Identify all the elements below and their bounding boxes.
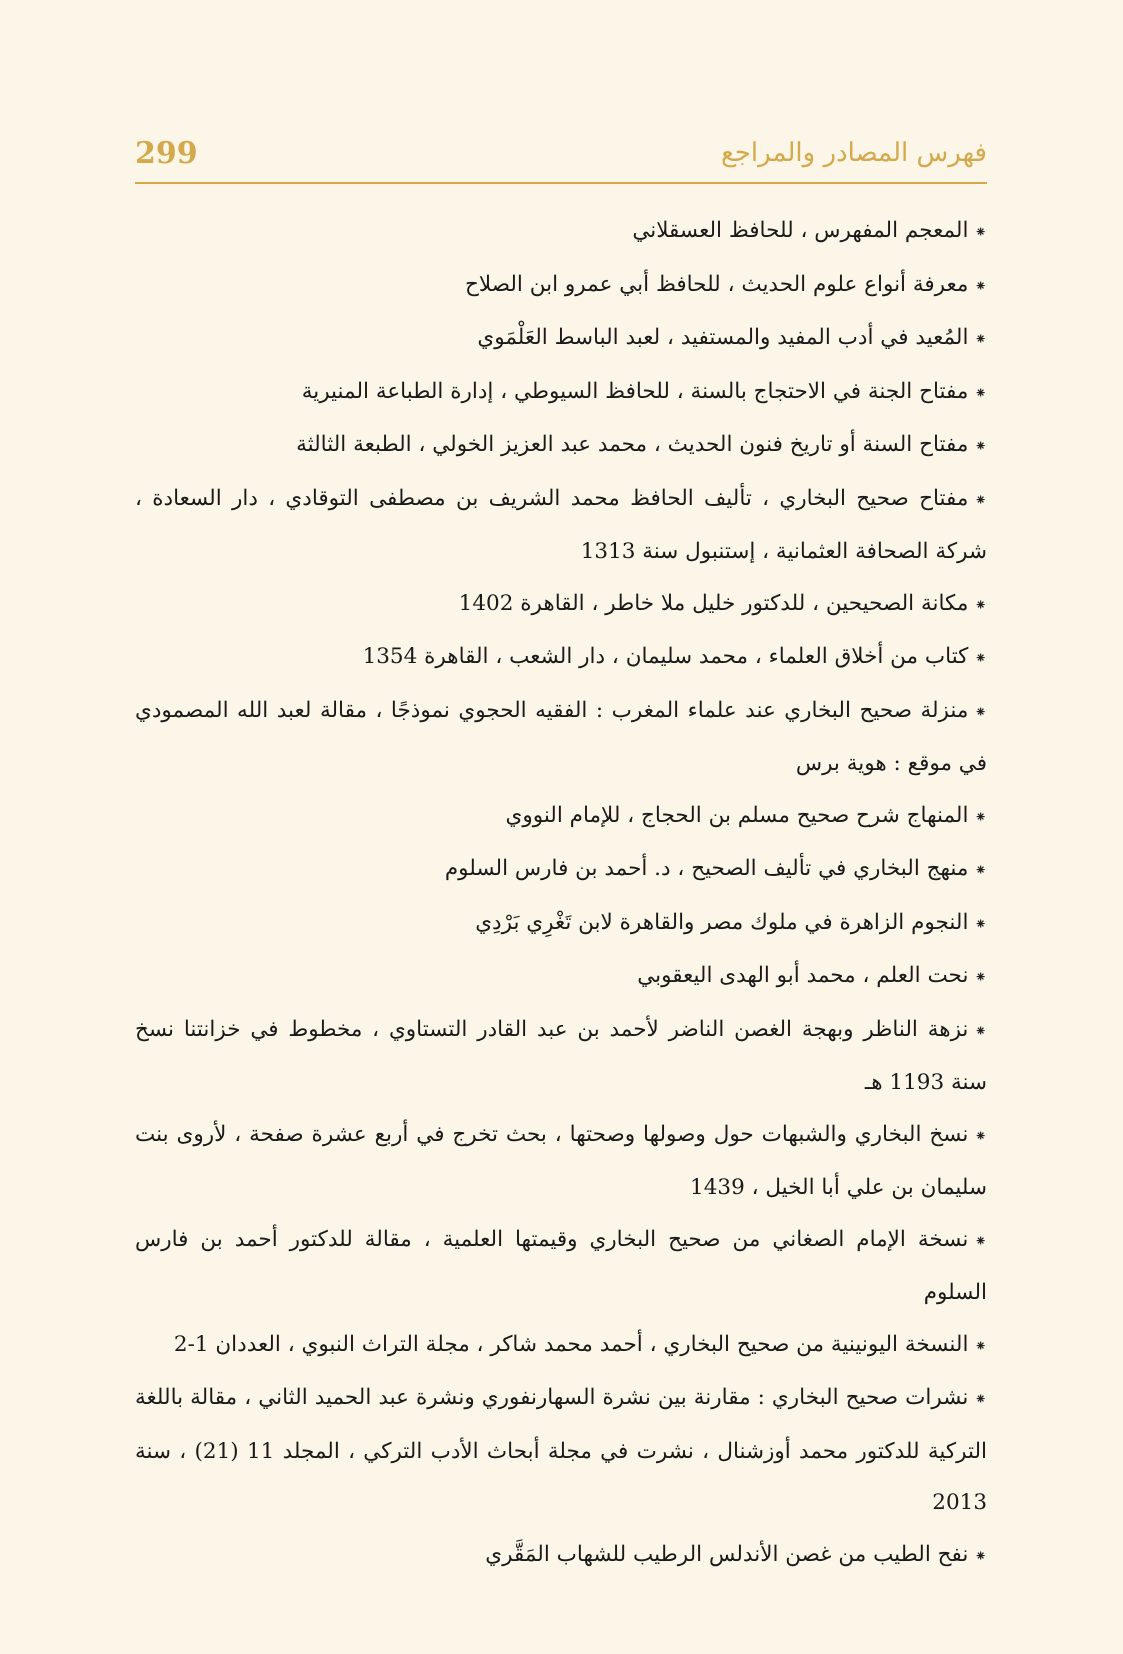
bullet-icon: ⁕ [974, 1231, 987, 1250]
bullet-icon: ⁕ [974, 914, 987, 933]
bullet-icon: ⁕ [974, 1546, 987, 1565]
entry-text: النجوم الزاهرة في ملوك مصر والقاهرة لابن تَغْرِي بَرْدِي [475, 909, 969, 935]
bullet-icon: ⁕ [974, 1336, 987, 1355]
entry-text: نفح الطيب من غصن الأندلس الرطيب للشهاب المَقَّري [485, 1541, 969, 1567]
bullet-icon: ⁕ [974, 1126, 987, 1145]
bibliography-entry [135, 843, 987, 897]
bullet-icon: ⁕ [974, 276, 987, 295]
bullet-icon: ⁕ [974, 807, 987, 826]
bibliography-entry [135, 366, 987, 420]
entry-text: مكانة الصحيحين ، للدكتور خليل ملا خاطر ، القاهرة 1402 [458, 590, 969, 616]
bibliography-entry [135, 1004, 987, 1109]
bullet-icon: ⁕ [974, 702, 987, 721]
bibliography-entry [135, 685, 987, 790]
entry-text: النسخة اليونينية من صحيح البخاري ، أحمد محمد شاكر ، مجلة التراث النبوي ، العددان 1-2 [173, 1331, 969, 1357]
entry-text: نسخ البخاري والشبهات حول وصولها وصحتها ، بحث تخرج في أربع عشرة صفحة ، لأروى بنت سليمان بن علي أبا الخيل ، 1439 [135, 1121, 987, 1200]
entry-text: نسخة الإمام الصغاني من صحيح البخاري وقيمتها العلمية ، مقالة للدكتور أحمد بن فارس السلوم [135, 1226, 987, 1305]
entry-text: نشرات صحيح البخاري : مقارنة بين نشرة السهارنفوري ونشرة عبد الحميد الثاني ، مقالة باللغة التركية للدكتور محمد أوزشنال ، نشرت في مجلة أبحاث الأدب التركي ، المجلد 11 (21) ، سنة 2013 [135, 1385, 987, 1515]
bibliography-list [135, 205, 987, 1582]
bibliography-entry [135, 631, 987, 685]
entry-text: مفتاح الجنة في الاحتجاج بالسنة ، للحافظ السيوطي ، إدارة الطباعة المنيرية [301, 378, 969, 404]
bibliography-entry [135, 312, 987, 366]
entry-text: المنهاج شرح صحيح مسلم بن الحجاج ، للإمام النووي [505, 802, 969, 828]
bullet-icon: ⁕ [974, 649, 987, 667]
bibliography-entry [135, 950, 987, 1004]
entry-text: نزهة الناظر وبهجة الغصن الناضر لأحمد بن عبد القادر التستاوي ، مخطوط في خزانتنا نسخ سنة 1193 هـ [135, 1016, 987, 1095]
bibliography-entry [135, 419, 987, 473]
entry-text: مفتاح السنة أو تاريخ فنون الحديث ، محمد عبد العزيز الخولي ، الطبعة الثالثة [296, 432, 969, 457]
bibliography-entry [135, 1109, 987, 1214]
bibliography-entry [135, 578, 987, 632]
entry-text: المُعيد في أدب المفيد والمستفيد ، لعبد الباسط العَلْمَوي [477, 325, 969, 350]
bullet-icon: ⁕ [974, 383, 987, 402]
bullet-icon: ⁕ [974, 1390, 987, 1408]
entry-text: منهج البخاري في تأليف الصحيح ، د. أحمد بن فارس السلوم [444, 856, 969, 881]
bibliography-entry [135, 1529, 987, 1583]
entry-text: نحت العلم ، محمد أبو الهدى اليعقوبي [637, 963, 969, 988]
bullet-icon: ⁕ [974, 595, 987, 614]
bullet-icon: ⁕ [974, 223, 987, 241]
bibliography-entry [135, 205, 987, 259]
page-header [135, 130, 987, 184]
bullet-icon: ⁕ [974, 437, 987, 455]
bibliography-entry [135, 1319, 987, 1373]
bullet-icon: ⁕ [974, 968, 987, 986]
bullet-icon: ⁕ [974, 861, 987, 879]
running-title: فهرس المصادر والمراجع [720, 138, 987, 168]
entry-text: كتاب من أخلاق العلماء ، محمد سليمان ، دار الشعب ، القاهرة 1354 [362, 644, 969, 669]
bibliography-entry [135, 1214, 987, 1319]
bibliography-entry [135, 473, 987, 578]
bullet-icon: ⁕ [974, 1021, 987, 1040]
bibliography-entry [135, 1372, 987, 1529]
page-number: 299 [135, 136, 198, 171]
entry-text: مفتاح صحيح البخاري ، تأليف الحافظ محمد الشريف بن مصطفى التوقادي ، دار السعادة ، شركة الصحافة العثمانية ، إستنبول سنة 1313 [135, 485, 987, 564]
bullet-icon: ⁕ [974, 490, 987, 509]
entry-text: معرفة أنواع علوم الحديث ، للحافظ أبي عمرو ابن الصلاح [465, 271, 969, 297]
bibliography-entry [135, 259, 987, 313]
bibliography-entry [135, 790, 987, 844]
entry-text: المعجم المفهرس ، للحافظ العسقلاني [632, 218, 969, 243]
bullet-icon: ⁕ [974, 330, 987, 348]
entry-text: منزلة صحيح البخاري عند علماء المغرب : الفقيه الحجوي نموذجًا ، مقالة لعبد الله المصمودي في موقع : هوية برس [135, 697, 987, 776]
bibliography-entry [135, 897, 987, 951]
